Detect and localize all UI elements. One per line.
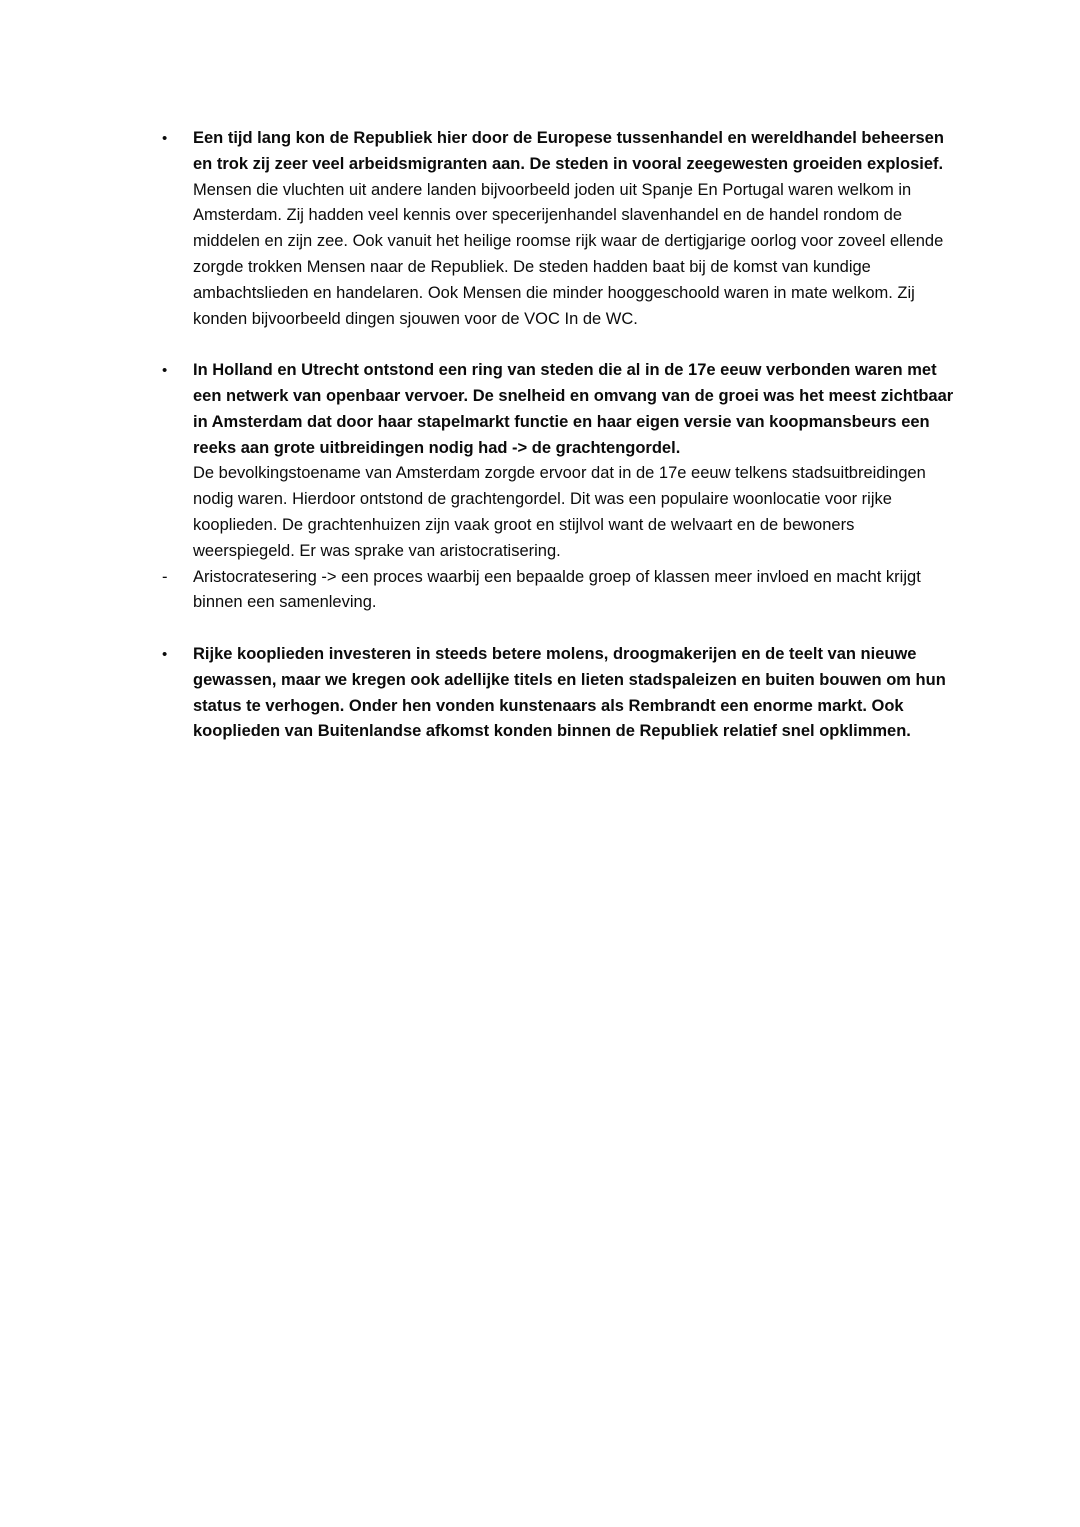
- dash-icon: -: [162, 567, 168, 586]
- document-body: [162, 126, 954, 745]
- bullet-item-text: [193, 642, 954, 745]
- dash-item-text: [193, 565, 954, 617]
- paragraph-bold-lead: In Holland en Utrecht ontstond een ring van steden die al in de 17e eeuw verbonden waren met een netwerk van openbaar vervoer. De snelheid en omvang van de groei was het meest zichtbaar in Amsterdam dat door haar stapelmarkt functie en haar eigen versie van koopmansbeurs een reeks aan grote uitbreidingen nodig had -> de grachtengordel.: [193, 361, 954, 457]
- dash-item-definition: [162, 565, 954, 617]
- bullet-icon: •: [162, 362, 168, 380]
- paragraph-body: Mensen die vluchten uit andere landen bijvoorbeeld joden uit Spanje En Portugal waren welkom in Amsterdam. Zij hadden veel kennis over specerijenhandel slavenhandel en de handel rondom de middelen en zijn zee. Ook vanuit het heilige roomse rijk waar de dertigjarige oorlog voor zoveel ellende zorgde trokken Mensen naar de Republiek. De steden hadden baat bij de komst van kundige ambachtslieden en handelaren. Ook Mensen die minder hooggeschoold waren in mate welkom. Zij konden bijvoorbeeld dingen sjouwen voor de VOC In de WC.: [193, 180, 944, 328]
- paragraph-body: De bevolkingstoename van Amsterdam zorgde ervoor dat in de 17e eeuw telkens stadsuitbreidingen nodig waren. Hierdoor ontstond de grachtengordel. Dit was een populaire woonlocatie voor rijke kooplieden. De grachtenhuizen zijn vaak groot en stijlvol want de welvaart en de bewoners weerspiegeld. Er was sprake van aristocratisering.: [193, 464, 926, 560]
- paragraph-bold-lead: Een tijd lang kon de Republiek hier door de Europese tussenhandel en wereldhandel beheersen en trok zij zeer veel arbeidsmigranten aan. De steden in vooral zeegewesten groeiden explosief.: [193, 129, 944, 173]
- bullet-item-merchants: [162, 642, 954, 745]
- paragraph-body: Aristocratesering -> een proces waarbij een bepaalde groep of klassen meer invloed en macht krijgt binnen een samenleving.: [193, 567, 921, 612]
- paragraph-bold-lead: Rijke kooplieden investeren in steeds betere molens, droogmakerijen en de teelt van nieuwe gewassen, maar we kregen ook adellijke titels en lieten stadspaleizen en buiten bouwen om hun status te verhogen. Onder hen vonden kunstenaars als Rembrandt een enorme markt. Ook kooplieden van Buitenlandse afkomst konden binnen de Republiek relatief snel opklimmen.: [193, 644, 946, 741]
- bullet-item-text: [193, 126, 954, 332]
- bullet-icon: •: [162, 645, 168, 663]
- bullet-icon: •: [162, 130, 168, 147]
- bullet-item-trade: [162, 126, 954, 332]
- bullet-item-text: [193, 358, 954, 564]
- bullet-item-cities: [162, 358, 954, 564]
